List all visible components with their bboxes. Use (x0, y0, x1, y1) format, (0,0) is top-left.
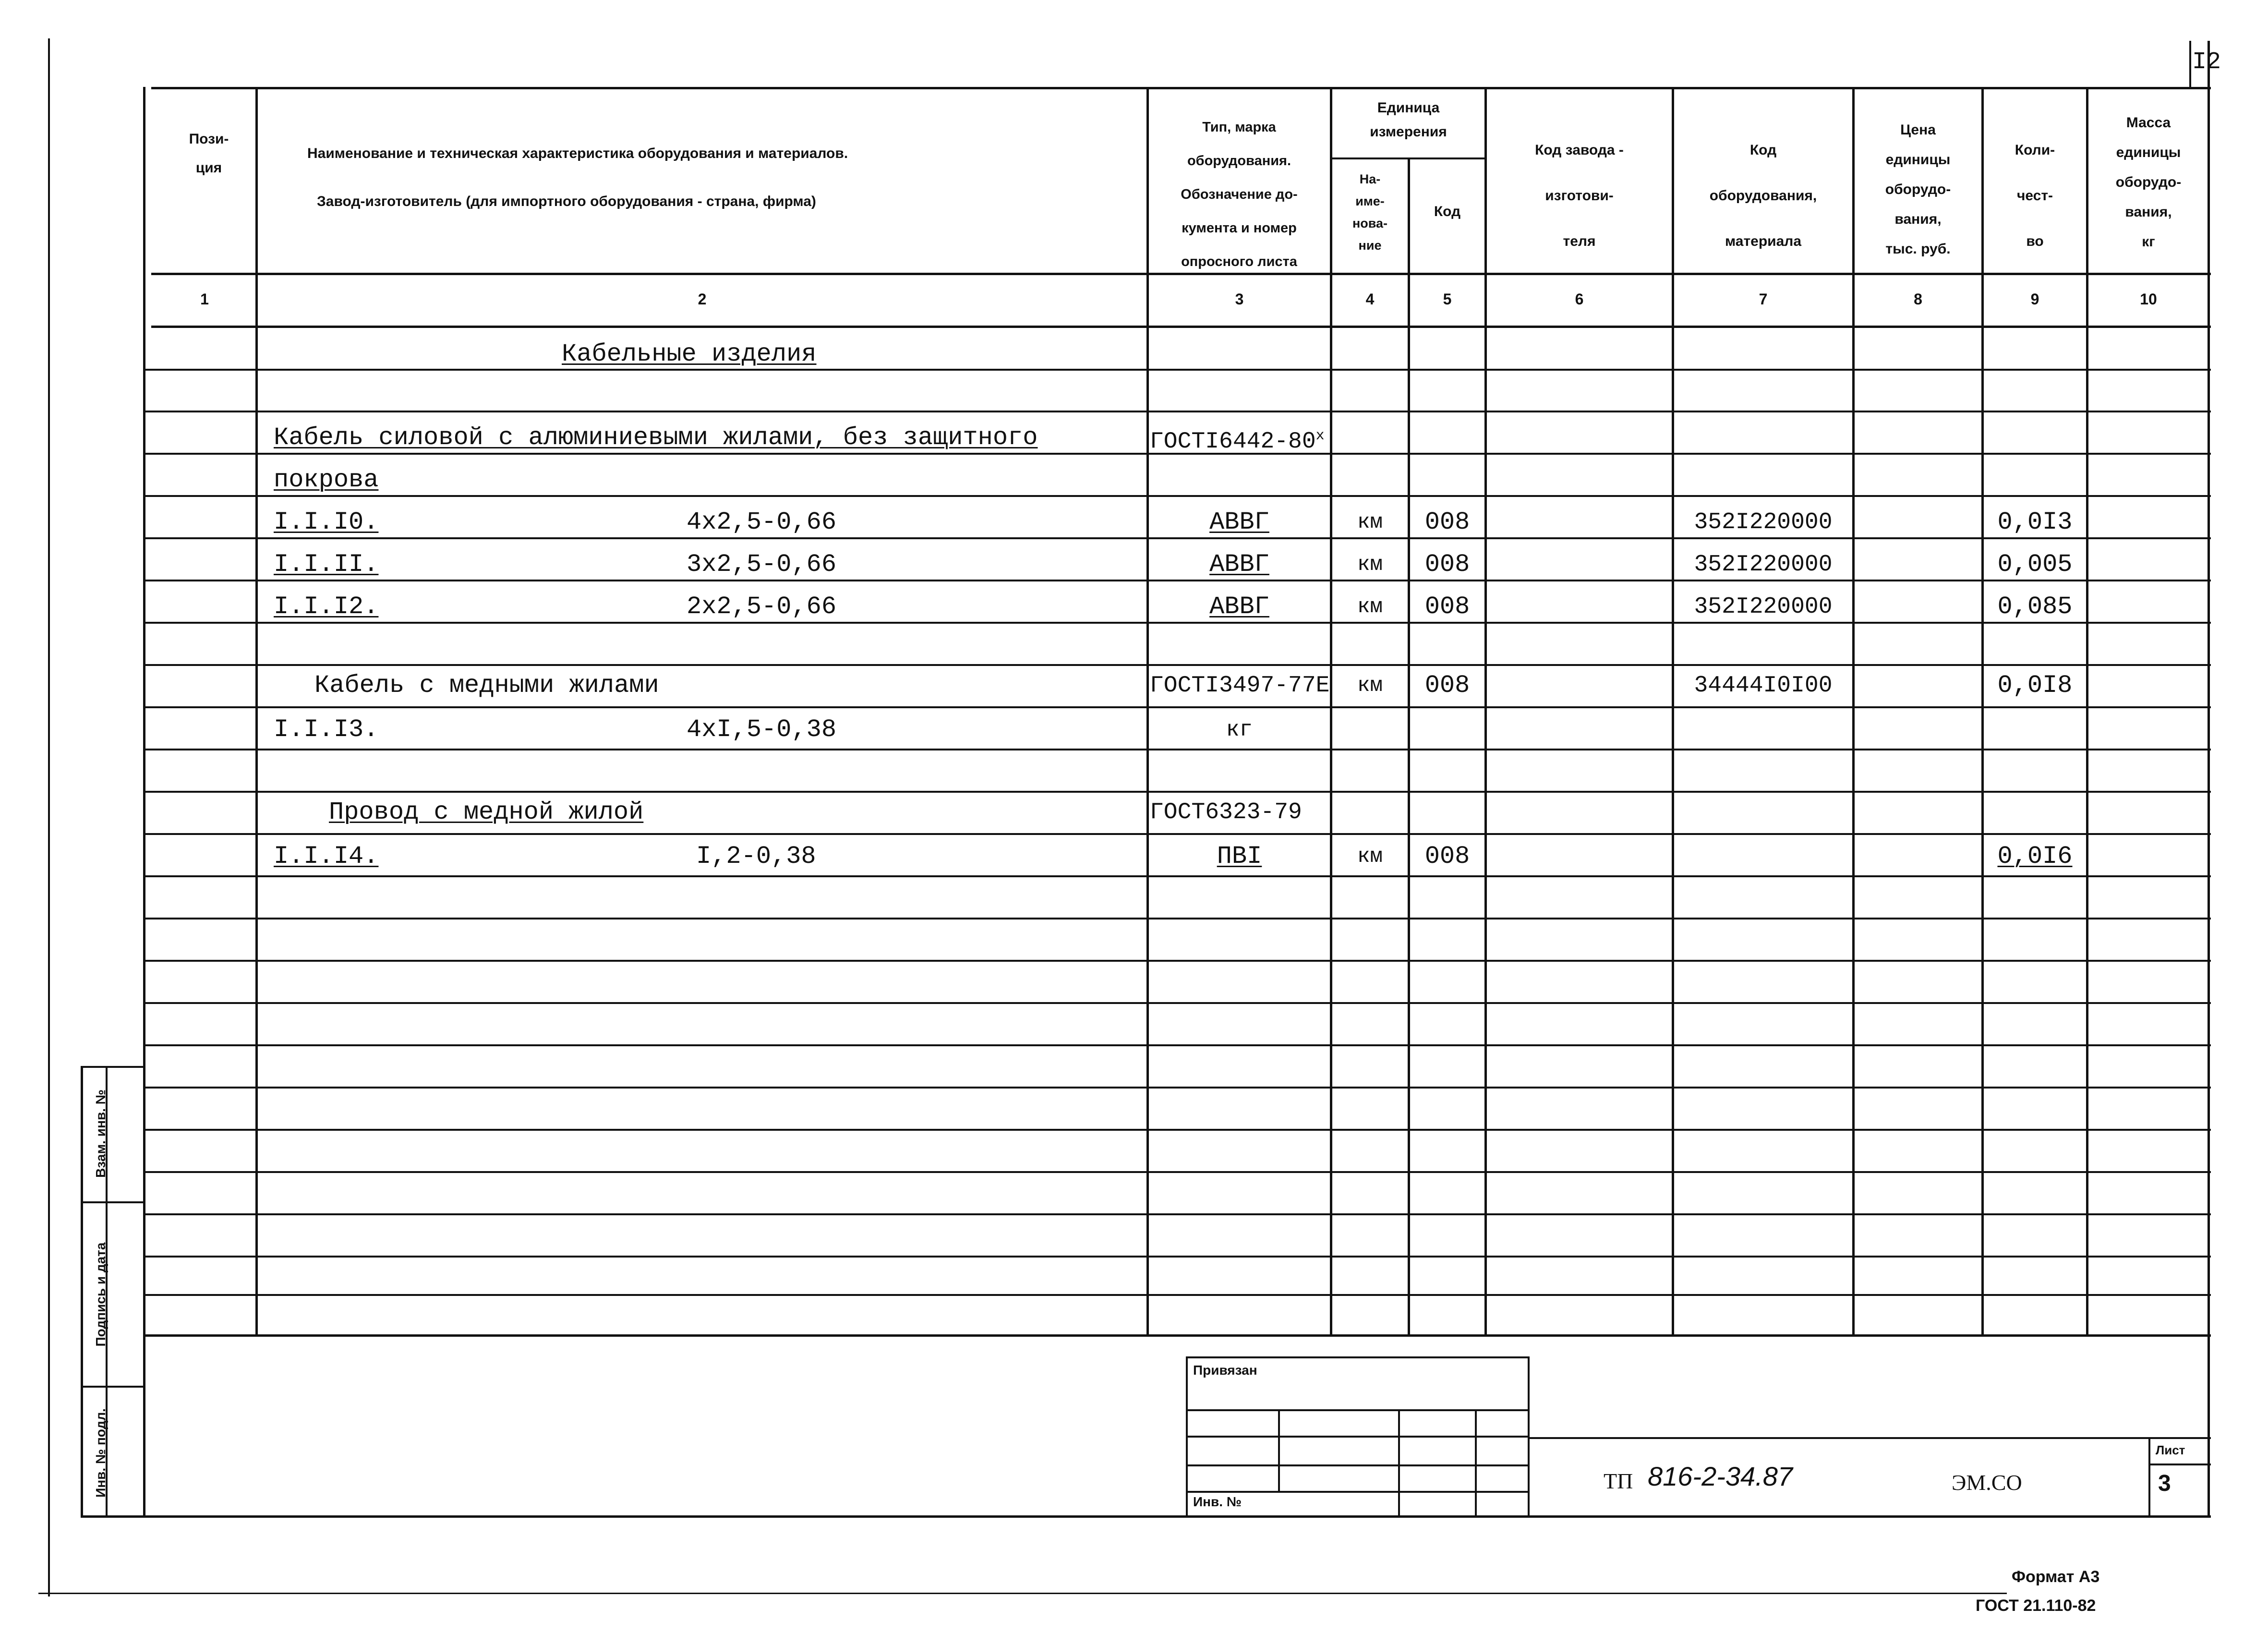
row-qty: 0,0I8 (1997, 671, 2073, 700)
stamp-vline (1278, 1409, 1280, 1491)
row-type: АВВГ (1209, 508, 1269, 536)
sidebar-replace-inv: Взам. инв. № (93, 1089, 108, 1178)
colnum-7: 7 (1759, 290, 1768, 308)
row-line (144, 369, 2211, 371)
row-line (144, 1087, 2211, 1089)
sidebar-inv-original: Инв. № подл. (93, 1408, 108, 1498)
stamp-linked: Привязан (1193, 1363, 1257, 1378)
row-mat-code: 34444I0I00 (1694, 673, 1833, 699)
row-unit-code: 008 (1424, 550, 1470, 579)
header-mass: Масса единицы оборудо- вания, кг (2115, 115, 2182, 250)
row-line (144, 749, 2211, 750)
row-line (144, 1256, 2211, 1258)
row-unit: км (1357, 510, 1383, 534)
row-desc: покрова (274, 466, 379, 494)
sheet-label: Лист (2156, 1443, 2185, 1457)
col-line-2 (1146, 87, 1149, 1335)
footer-format: Формат А3 (2012, 1568, 2100, 1586)
row-line (144, 664, 2211, 666)
unit-subheader-line (1330, 157, 1484, 159)
row-size: 3x2,5-0,66 (687, 550, 837, 579)
row-pos: I.I.I2. (274, 593, 379, 621)
row-unit: км (1357, 674, 1383, 698)
titleblock-top (1529, 1437, 2211, 1439)
row-size: I,2-0,38 (696, 842, 816, 871)
row-line (144, 875, 2211, 877)
row-line (144, 791, 2211, 793)
frame-bottom (82, 1515, 2211, 1518)
row-line (144, 1002, 2211, 1004)
col-line-4 (1408, 157, 1410, 1335)
row-desc: Кабель с медными жилами (314, 671, 659, 700)
colnum-9: 9 (2030, 290, 2039, 308)
row-mat-code: 352I220000 (1694, 594, 1833, 620)
frame-right (2208, 41, 2210, 1518)
row-line (144, 1171, 2211, 1173)
colnum-6: 6 (1575, 290, 1584, 308)
col-line-5 (1484, 87, 1487, 1335)
header-factory-code: Код завода - изготови- теля (1535, 142, 1624, 249)
row-qty: 0,005 (1997, 550, 2073, 579)
row-pos: I.I.I3. (274, 715, 379, 744)
header-name: Наименование и техническая характеристика оборудования и материалов. Завод-изготовитель (для импортного оборудования - страна, фирма) (307, 145, 848, 209)
frame-top (151, 87, 2211, 89)
col-line-7 (1852, 87, 1855, 1335)
row-line (144, 411, 2211, 412)
stamp-line (1186, 1491, 1529, 1493)
header-unit-code: Код (1434, 204, 1461, 219)
header-position: Пози- ция (189, 131, 229, 176)
col-line-1 (255, 87, 258, 1335)
header-material-code: Код оборудования, материала (1709, 142, 1817, 249)
sheet-number: 3 (2158, 1471, 2171, 1496)
stamp-inv: Инв. № (1193, 1494, 1242, 1509)
frame-left-outer (81, 1066, 83, 1518)
row-line-last (144, 1334, 2211, 1337)
col-line-9 (2086, 87, 2088, 1335)
header-type: Тип, марка оборудования. Обозначение до- кумента и номер опросного листа (1181, 120, 1298, 269)
col-line-3 (1330, 87, 1332, 1335)
doc-code: ЭМ.СО (1952, 1470, 2022, 1495)
footer-standard: ГОСТ 21.110-82 (1976, 1597, 2096, 1615)
row-unit-code: 008 (1424, 508, 1470, 536)
row-pos: I.I.II. (274, 550, 379, 579)
frame-left-inner (143, 87, 145, 1518)
col-line-8 (1981, 87, 1984, 1335)
doc-prefix: ТП (1604, 1469, 1633, 1493)
colnum-8: 8 (1914, 290, 1922, 308)
colnum-2: 2 (698, 290, 707, 308)
header-unit-name: На- име- нова- ние (1352, 172, 1388, 253)
row-unit: км (1357, 553, 1383, 577)
stamp-line (1186, 1464, 1529, 1466)
row-line (144, 1129, 2211, 1131)
header-price: Цена единицы оборудо- вания, тыс. руб. (1885, 122, 1951, 257)
corner-box-left (2189, 41, 2191, 89)
stamp-line (1186, 1436, 1529, 1438)
row-qty: 0,0I6 (1997, 842, 2073, 871)
row-type: АВВГ (1209, 550, 1269, 579)
row-unit-code: 008 (1424, 671, 1470, 700)
header-quantity: Коли- чест- во (2015, 142, 2055, 249)
sidebar-line-top (81, 1066, 144, 1068)
colnum-bottom (151, 326, 2211, 328)
row-unit: км (1357, 595, 1383, 619)
row-mat-code: 352I220000 (1694, 509, 1833, 535)
row-line (144, 1213, 2211, 1215)
stamp-line (1186, 1409, 1529, 1411)
stamp-vline (1475, 1409, 1477, 1517)
row-desc: Провод с медной жилой (329, 798, 644, 826)
section-title: Кабельные изделия (562, 340, 817, 368)
row-line (144, 580, 2211, 581)
row-type: ГОСТ6323-79 (1150, 799, 1302, 825)
stamp-vline (1398, 1409, 1400, 1517)
sheet-box-left (2148, 1437, 2150, 1516)
sheet-box-mid (2148, 1464, 2211, 1465)
colnum-5: 5 (1443, 290, 1452, 308)
row-size: 2x2,5-0,66 (687, 593, 837, 621)
header-unit: Единица измерения (1370, 100, 1447, 140)
doc-number: 816-2-34.87 (1648, 1461, 1793, 1491)
row-type: кг (1226, 717, 1253, 742)
row-pos: I.I.I4. (274, 842, 379, 871)
row-line (144, 706, 2211, 708)
row-pos: I.I.I0. (274, 508, 379, 536)
trim-bottom (38, 1593, 2007, 1594)
col-line-6 (1672, 87, 1674, 1335)
row-unit-code: 008 (1424, 842, 1470, 871)
row-qty: 0,085 (1997, 593, 2073, 621)
row-line (144, 960, 2211, 962)
sidebar-line-mid (81, 1201, 144, 1203)
row-line (144, 1044, 2211, 1046)
row-line (144, 495, 2211, 497)
row-line (144, 918, 2211, 919)
row-line (144, 622, 2211, 624)
corner-number: I2 (2192, 48, 2221, 76)
row-type: ГОСТI3497-77Е (1150, 673, 1330, 699)
row-mat-code: 352I220000 (1694, 552, 1833, 578)
row-line (144, 1294, 2211, 1296)
stamp-box-top (1186, 1356, 1529, 1358)
row-unit: км (1357, 845, 1383, 869)
row-size: 4x2,5-0,66 (687, 508, 837, 536)
row-qty: 0,0I3 (1997, 508, 2073, 536)
colnum-10: 10 (2140, 290, 2157, 308)
colnum-1: 1 (200, 290, 209, 308)
trim-left (48, 38, 50, 1597)
colnum-3: 3 (1235, 290, 1244, 308)
row-type: ПВI (1217, 842, 1262, 871)
row-type: АВВГ (1209, 593, 1269, 621)
sidebar-signature-date: Подпись и дата (93, 1242, 108, 1347)
row-type: ГОСТI6442-80$^x$ (1150, 428, 1325, 455)
sidebar-line-2 (81, 1386, 144, 1388)
row-size: 4xI,5-0,38 (687, 715, 837, 744)
row-line (144, 537, 2211, 539)
row-line (144, 833, 2211, 835)
colnum-4: 4 (1365, 290, 1375, 308)
row-desc: Кабель силовой с алюминиевыми жилами, без защитного (274, 423, 1038, 452)
row-unit-code: 008 (1424, 593, 1470, 621)
